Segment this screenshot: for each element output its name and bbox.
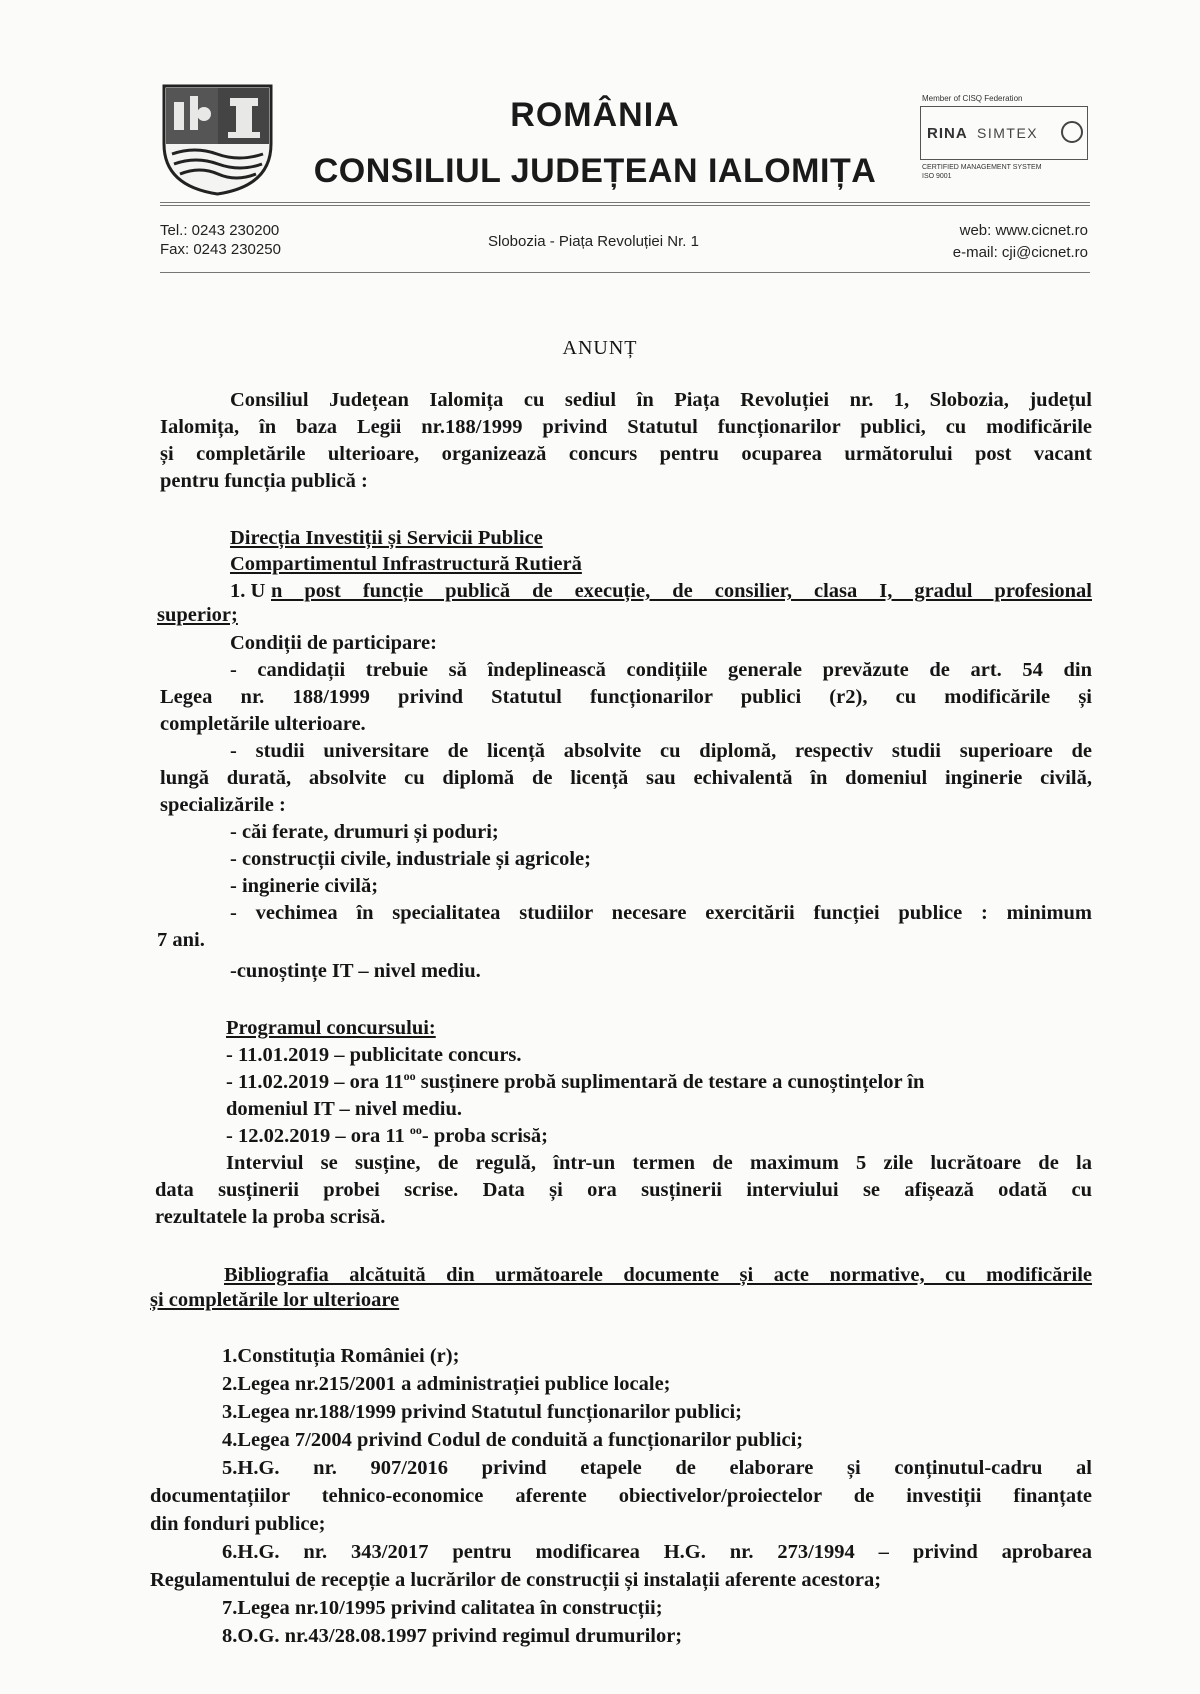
cert-frame: [920, 106, 1088, 160]
condition-line: - candidații trebuie să îndeplinească condițiile generale prevăzute de art. 54 din: [230, 659, 1092, 681]
condition-line: -cunoștințe IT – nivel mediu.: [230, 960, 481, 982]
schedule-item: - 11.01.2019 – publicitate concurs.: [226, 1044, 522, 1066]
interview-line: Interviul se susține, de regulă, într-un termen de maximum 5 zile lucrătoare de la: [226, 1152, 1092, 1174]
condition-line: - vechimea în specialitatea studiilor necesare exercitării funcției publice : minimum: [230, 902, 1092, 924]
cert-member-text: Member of CISQ Federation: [922, 94, 1023, 103]
condition-line: specializările :: [160, 794, 286, 816]
header-divider-bottom: [160, 272, 1090, 273]
cert-iso-text: ISO 9001: [922, 173, 952, 180]
intro-line: Ialomița, în baza Legii nr.188/1999 privind Statutul funcționarilor publici, cu modificările: [160, 416, 1092, 438]
condition-line: - construcții civile, industriale și agricole;: [230, 848, 591, 870]
intro-line: și completările ulterioare, organizează concurs pentru ocuparea următorului post vacant: [160, 443, 1092, 465]
schedule-item-desc: susținere probă suplimentară de testare a cunoștințelor în: [415, 1071, 925, 1093]
condition-line: - inginerie civilă;: [230, 875, 379, 897]
intro-line: pentru funcția publică :: [160, 470, 368, 492]
phone-text: Tel.: 0243 230200: [160, 222, 280, 239]
bibliography-item-cont: Regulamentului de recepție a lucrărilor de construcții și instalații aferente acestora;: [150, 1569, 882, 1591]
header-divider-top: [160, 202, 1090, 203]
council-heading: CONSILIUL JUDEȚEAN IALOMIȚA: [313, 152, 877, 190]
condition-line: - studii universitare de licență absolvite cu diplomă, respectiv studii superioare de: [230, 740, 1092, 762]
bibliography-item: 1.Constituția României (r);: [222, 1345, 460, 1367]
bibliography-item: 8.O.G. nr.43/28.08.1997 privind regimul drumurilor;: [222, 1625, 683, 1647]
schedule-heading: Programul concursului:: [226, 1017, 436, 1039]
schedule-item: [226, 1071, 924, 1094]
condition-line: lungă durată, absolvite cu diplomă de licență sau echivalentă în domeniul inginerie civilă,: [160, 767, 1092, 789]
bibliography-item: 3.Legea nr.188/1999 privind Statutul funcționarilor publici;: [222, 1401, 742, 1423]
certification-badge: [920, 94, 1090, 190]
bibliography-item: 2.Legea nr.215/2001 a administrației publice locale;: [222, 1373, 671, 1395]
schedule-item-minutes: oo: [409, 1123, 422, 1138]
header-divider-top-2: [160, 205, 1090, 206]
condition-line: completările ulterioare.: [160, 713, 366, 735]
schedule-item-date: - 12.02.2019 – ora 11: [226, 1125, 410, 1147]
schedule-item-cont: domeniul IT – nivel mediu.: [226, 1098, 462, 1120]
bibliography-item: 4.Legea 7/2004 privind Codul de conduită a funcționarilor publici;: [222, 1429, 804, 1451]
county-coat-of-arms-icon: [160, 82, 275, 197]
condition-line: - căi ferate, drumuri și poduri;: [230, 821, 499, 843]
conditions-heading: Condiții de participare:: [230, 632, 437, 654]
condition-line: 7 ani.: [157, 929, 205, 951]
cert-system-text: CERTIFIED MANAGEMENT SYSTEM: [922, 164, 1042, 171]
bibliography-item: 6.H.G. nr. 343/2017 pentru modificarea H.G. nr. 273/1994 – privind aprobarea: [222, 1541, 1092, 1563]
interview-line: data susținerii probei scrise. Data și ora susținerii interviului se afișează odată cu: [155, 1179, 1092, 1201]
bibliography-item: 5.H.G. nr. 907/2016 privind etapele de elaborare și conținutul-cadru al: [222, 1457, 1092, 1479]
bibliography-item: 7.Legea nr.10/1995 privind calitatea în construcții;: [222, 1597, 663, 1619]
condition-line: Legea nr. 188/1999 privind Statutul funcționarilor publici (r2), cu modificările și: [160, 686, 1092, 708]
intro-line: Consiliul Județean Ialomița cu sediul în Piața Revoluției nr. 1, Slobozia, județul: [230, 389, 1092, 411]
bibliography-heading: Bibliografia alcătuită din următoarele documente și acte normative, cu modificările: [224, 1264, 1092, 1286]
bibliography-item-cont: din fonduri publice;: [150, 1513, 326, 1535]
simtex-logo: SIMTEX: [977, 125, 1039, 141]
directorate-heading: Direcția Investiții și Servicii Publice: [230, 527, 543, 549]
simtex-globe-icon: [1061, 121, 1083, 143]
schedule-item: [226, 1125, 548, 1148]
bibliography-item-cont: documentațiilor tehnico-economice aferente obiectivelor/proiectelor de investiții finanțate: [150, 1485, 1092, 1507]
website-text: web: www.cicnet.ro: [959, 222, 1088, 239]
post-number: 1. U: [230, 580, 266, 602]
document-title: ANUNȚ: [562, 337, 638, 359]
department-heading: Compartimentul Infrastructură Rutieră: [230, 553, 582, 575]
address-text: Slobozia - Piața Revoluției Nr. 1: [488, 233, 699, 250]
schedule-item-minutes: oo: [403, 1069, 416, 1084]
post-description-cont: superior;: [157, 604, 238, 626]
country-heading: ROMÂNIA: [510, 96, 680, 134]
schedule-item-date: - 11.02.2019 – ora 11: [226, 1071, 404, 1093]
email-text: e-mail: cji@cicnet.ro: [952, 244, 1088, 261]
interview-line: rezultatele la proba scrisă.: [155, 1206, 386, 1228]
fax-text: Fax: 0243 230250: [160, 241, 281, 258]
post-description: n post funcție publică de execuție, de consilier, clasa I, gradul profesional: [271, 580, 1092, 602]
rina-logo: RINA: [927, 125, 968, 142]
schedule-item-desc: - proba scrisă;: [421, 1125, 548, 1147]
bibliography-heading-cont: și completările lor ulterioare: [150, 1289, 400, 1311]
